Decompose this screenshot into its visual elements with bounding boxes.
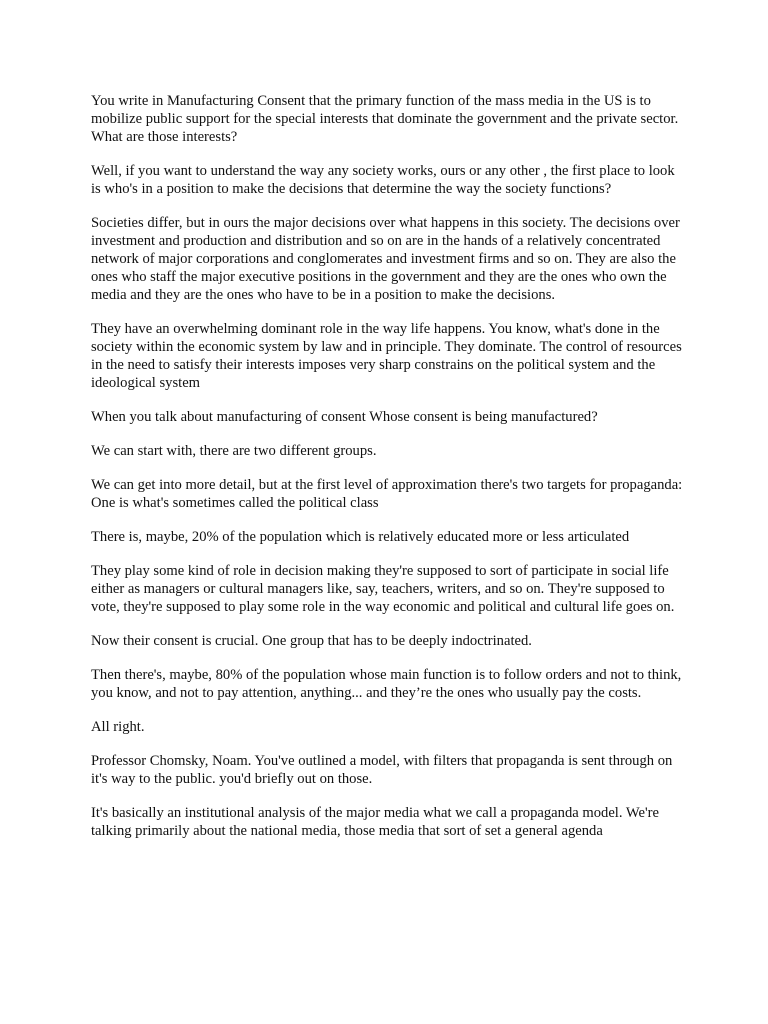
- paragraph-3: Societies differ, but in ours the major decisions over what happens in this society. The decisions over investment and production and distribution and so on are in the hands of a relatively concentrated network of major corporations and conglomerates and investment firms and so on. They are also the ones who staff the major executive positions in the government and they are the ones who own the media and they are the ones who have to be in a position to make the decisions.: [91, 215, 680, 303]
- paragraph-4: They have an overwhelming dominant role in the way life happens. You know, what's done in the society within the economic system by law and in principle. They dominate. The control of resources in the need to satisfy their interests imposes very sharp constrains on the political system and the ideological system: [91, 321, 682, 391]
- paragraph-7: We can get into more detail, but at the first level of approximation there's two targets for propaganda: One is what's sometimes called the political class: [91, 477, 683, 511]
- document-body: [91, 92, 686, 856]
- paragraph-10: Now their consent is crucial. One group that has to be deeply indoctrinated.: [91, 633, 532, 649]
- paragraph-5: When you talk about manufacturing of consent Whose consent is being manufactured?: [91, 409, 598, 425]
- paragraph-11: Then there's, maybe, 80% of the population whose main function is to follow orders and not to think, you know, and not to pay attention, anything... and they’re the ones who usually pay the costs.: [91, 667, 682, 701]
- paragraph-6: We can start with, there are two different groups.: [91, 443, 377, 459]
- paragraph-12: All right.: [91, 719, 145, 735]
- paragraph-9: They play some kind of role in decision making they're supposed to sort of participate in social life either as managers or cultural managers like, say, teachers, writers, and so on. They're supposed to vote, they're supposed to play some role in the way economic and political and cultural life goes on.: [91, 563, 675, 615]
- paragraph-13: Professor Chomsky, Noam. You've outlined a model, with filters that propaganda is sent through on it's way to the public. you'd briefly out on those.: [91, 753, 673, 787]
- paragraph-1: You write in Manufacturing Consent that the primary function of the mass media in the US is to mobilize public support for the special interests that dominate the government and the private sector. What are those interests?: [91, 93, 679, 145]
- paragraph-14: It's basically an institutional analysis of the major media what we call a propaganda model. We're talking primarily about the national media, those media that sort of set a general agenda: [91, 805, 659, 839]
- paragraph-2: Well, if you want to understand the way any society works, ours or any other , the first place to look is who's in a position to make the decisions that determine the way the society functions?: [91, 163, 675, 197]
- paragraph-8: There is, maybe, 20% of the population which is relatively educated more or less articulated: [91, 529, 630, 545]
